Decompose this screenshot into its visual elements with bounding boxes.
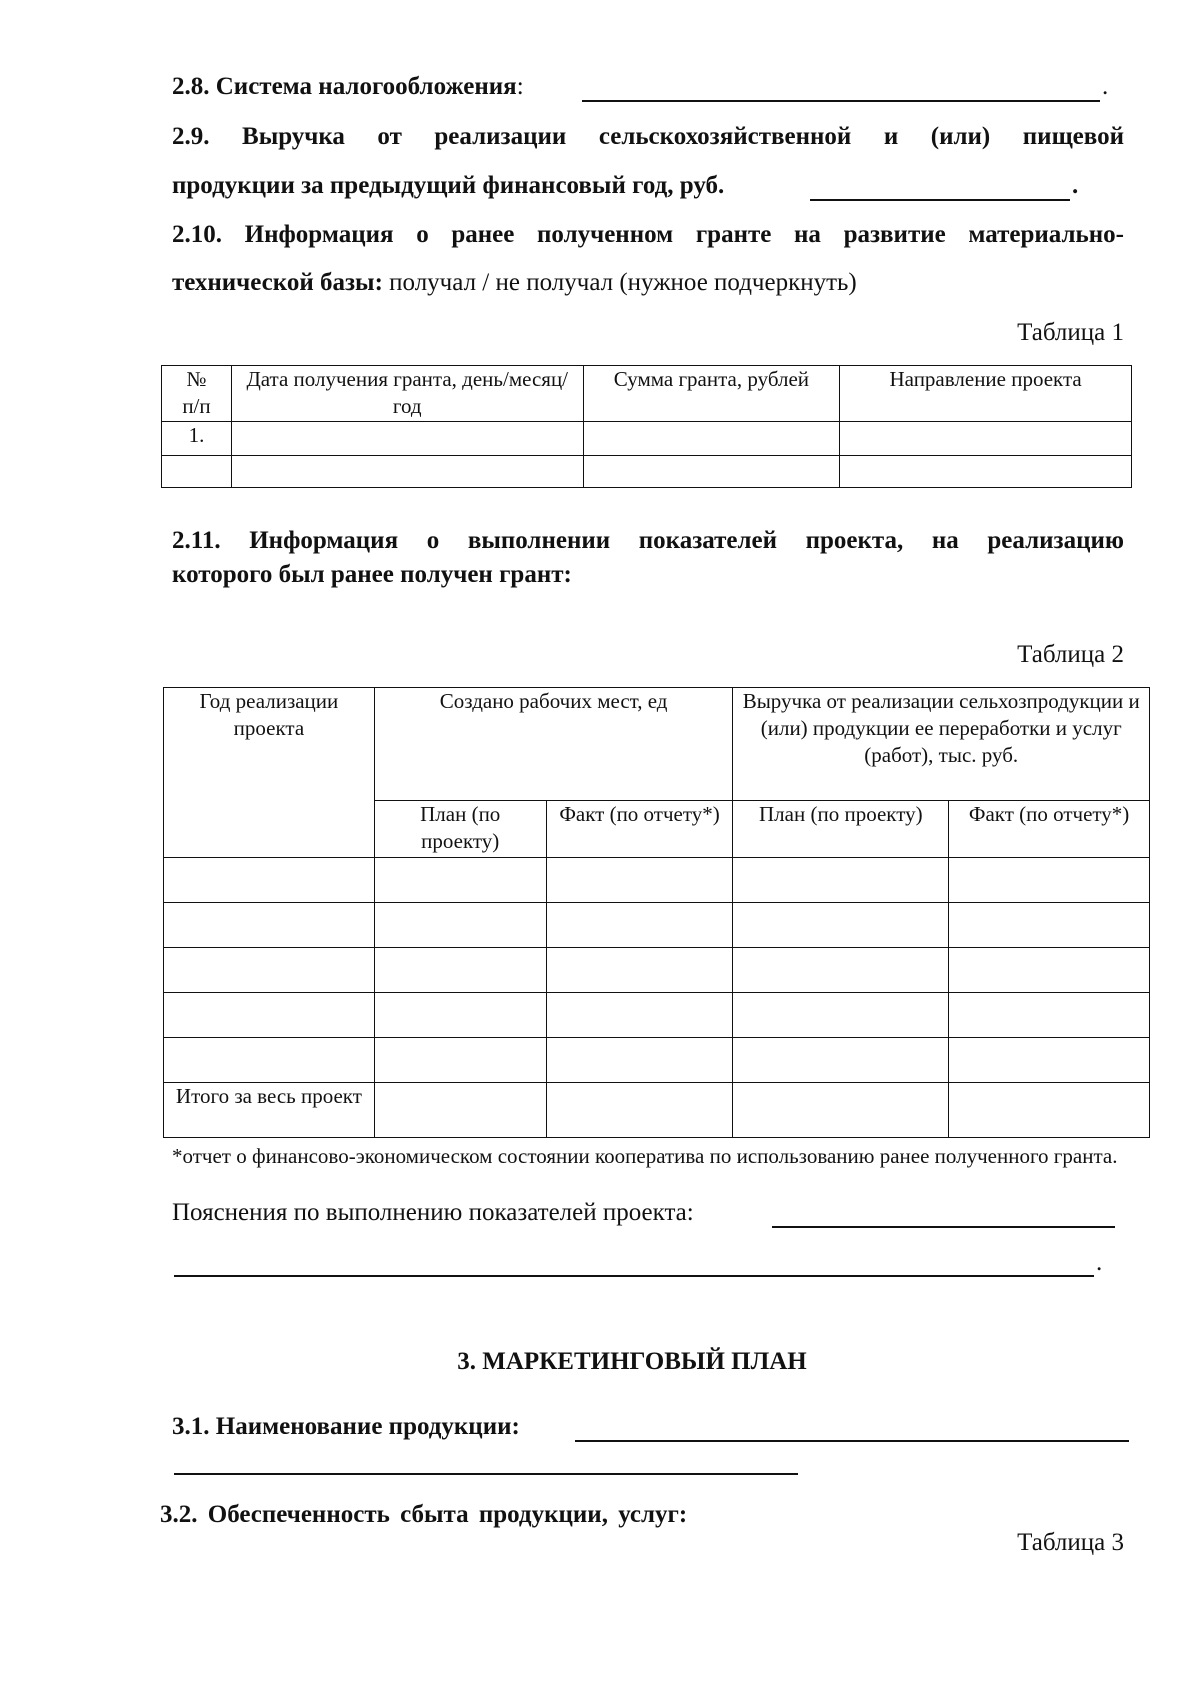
table-cell[interactable] [546,993,733,1038]
table-row [164,948,1150,993]
indicators-table [163,687,1150,1138]
section-2-10-line1: 2.10. Информация о ранее полученном гранте на развитие материально- [172,221,1124,248]
table-row [164,903,1150,948]
col-amount-header: Сумма гранта, рублей [583,366,840,422]
table-row [164,1083,1150,1138]
table-cell[interactable] [546,1038,733,1083]
table-cell[interactable] [374,1083,546,1138]
total-row-label: Итого за весь проект [164,1083,375,1138]
table-cell[interactable] [840,422,1132,456]
explanations-field[interactable] [772,1226,1115,1228]
table-cell[interactable] [733,1083,949,1138]
table-cell[interactable] [374,903,546,948]
table-cell[interactable] [374,858,546,903]
table-row [164,1038,1150,1083]
product-name-field-line2[interactable] [174,1473,798,1475]
table-cell[interactable] [546,1083,733,1138]
table-cell[interactable] [374,1038,546,1083]
table-cell[interactable] [583,422,840,456]
table-cell[interactable] [840,456,1132,488]
section-2-11-line1: 2.11. Информация о выполнении показателей проекта, на реализацию [172,527,1124,554]
section-2-8-label: 2.8. Система налогообложения [172,73,517,100]
table-cell[interactable] [546,858,733,903]
table-cell[interactable] [231,456,583,488]
table-cell[interactable] [164,993,375,1038]
table-cell[interactable] [374,948,546,993]
table-cell[interactable] [733,993,949,1038]
section-3-2-label: 3.2. Обеспеченность сбыта продукции, услуг: [160,1501,688,1528]
col-jobs-header: Создано рабочих мест, ед [374,688,733,801]
table-cell[interactable] [164,1038,375,1083]
table-row [164,993,1150,1038]
table-cell[interactable] [231,422,583,456]
table-cell[interactable] [733,1038,949,1083]
table-cell[interactable] [162,456,232,488]
table-cell[interactable] [949,1083,1150,1138]
table-cell[interactable] [546,948,733,993]
jobs-plan-header: План (по проекту) [374,801,546,858]
section-2-11-line2: которого был ранее получен грант: [172,561,572,588]
table-cell[interactable] [546,903,733,948]
table-cell[interactable] [164,858,375,903]
explanations-label: Пояснения по выполнению показателей проекта: [172,1199,694,1226]
col-number-header: № п/п [162,366,232,422]
table2-caption: Таблица 2 [1017,641,1124,668]
section-2-9-line2: продукции за предыдущий финансовый год, руб. [172,172,725,199]
section-3-1-label: 3.1. Наименование продукции: [172,1413,520,1440]
product-name-field[interactable] [575,1440,1129,1442]
table-cell[interactable]: 1. [162,422,232,456]
jobs-fact-header: Факт (по отчету*) [546,801,733,858]
footnote: *отчет о финансово-экономическом состоянии кооператива по использованию ранее полученного гранта. [172,1144,1118,1168]
col-direction-header: Направление проекта [840,366,1132,422]
section-3-title: 3. МАРКЕТИНГОВЫЙ ПЛАН [457,1348,807,1375]
col-year-header: Год реализации проекта [164,688,375,858]
explanations-field-line2[interactable] [174,1275,1094,1277]
revenue-field[interactable] [810,199,1070,201]
table-cell[interactable] [374,993,546,1038]
table-row [162,422,1132,456]
table3-caption: Таблица 3 [1017,1529,1124,1556]
table-row [164,858,1150,903]
table-row [162,456,1132,488]
table-cell[interactable] [733,903,949,948]
table-cell[interactable] [949,948,1150,993]
section-2-9-line1: 2.9. Выручка от реализации сельскохозяйственной и (или) пищевой [172,123,1124,150]
table-cell[interactable] [164,903,375,948]
table-cell[interactable] [583,456,840,488]
table-cell[interactable] [733,948,949,993]
col-date-header: Дата получения гранта, день/месяц/год [231,366,583,422]
table-cell[interactable] [949,903,1150,948]
table1-caption: Таблица 1 [1017,319,1124,346]
revenue-plan-header: План (по проекту) [733,801,949,858]
col-revenue-header: Выручка от реализации сельхозпродукции и (или) продукции ее переработки и услуг (работ), тыс. руб. [733,688,1150,801]
revenue-fact-header: Факт (по отчету*) [949,801,1150,858]
table-cell[interactable] [733,858,949,903]
grant-table [161,365,1132,488]
tax-system-field[interactable] [582,100,1100,102]
table-cell[interactable] [164,948,375,993]
table-cell[interactable] [949,993,1150,1038]
grant-received-choice[interactable]: получал / не получал (нужное подчеркнуть) [382,269,857,296]
section-2-10-line2: технической базы: получал / не получал (нужное подчеркнуть) [172,269,857,296]
section-2-8: 2.8. Система налогообложения: [172,73,524,100]
table-cell[interactable] [949,1038,1150,1083]
table-cell[interactable] [949,858,1150,903]
